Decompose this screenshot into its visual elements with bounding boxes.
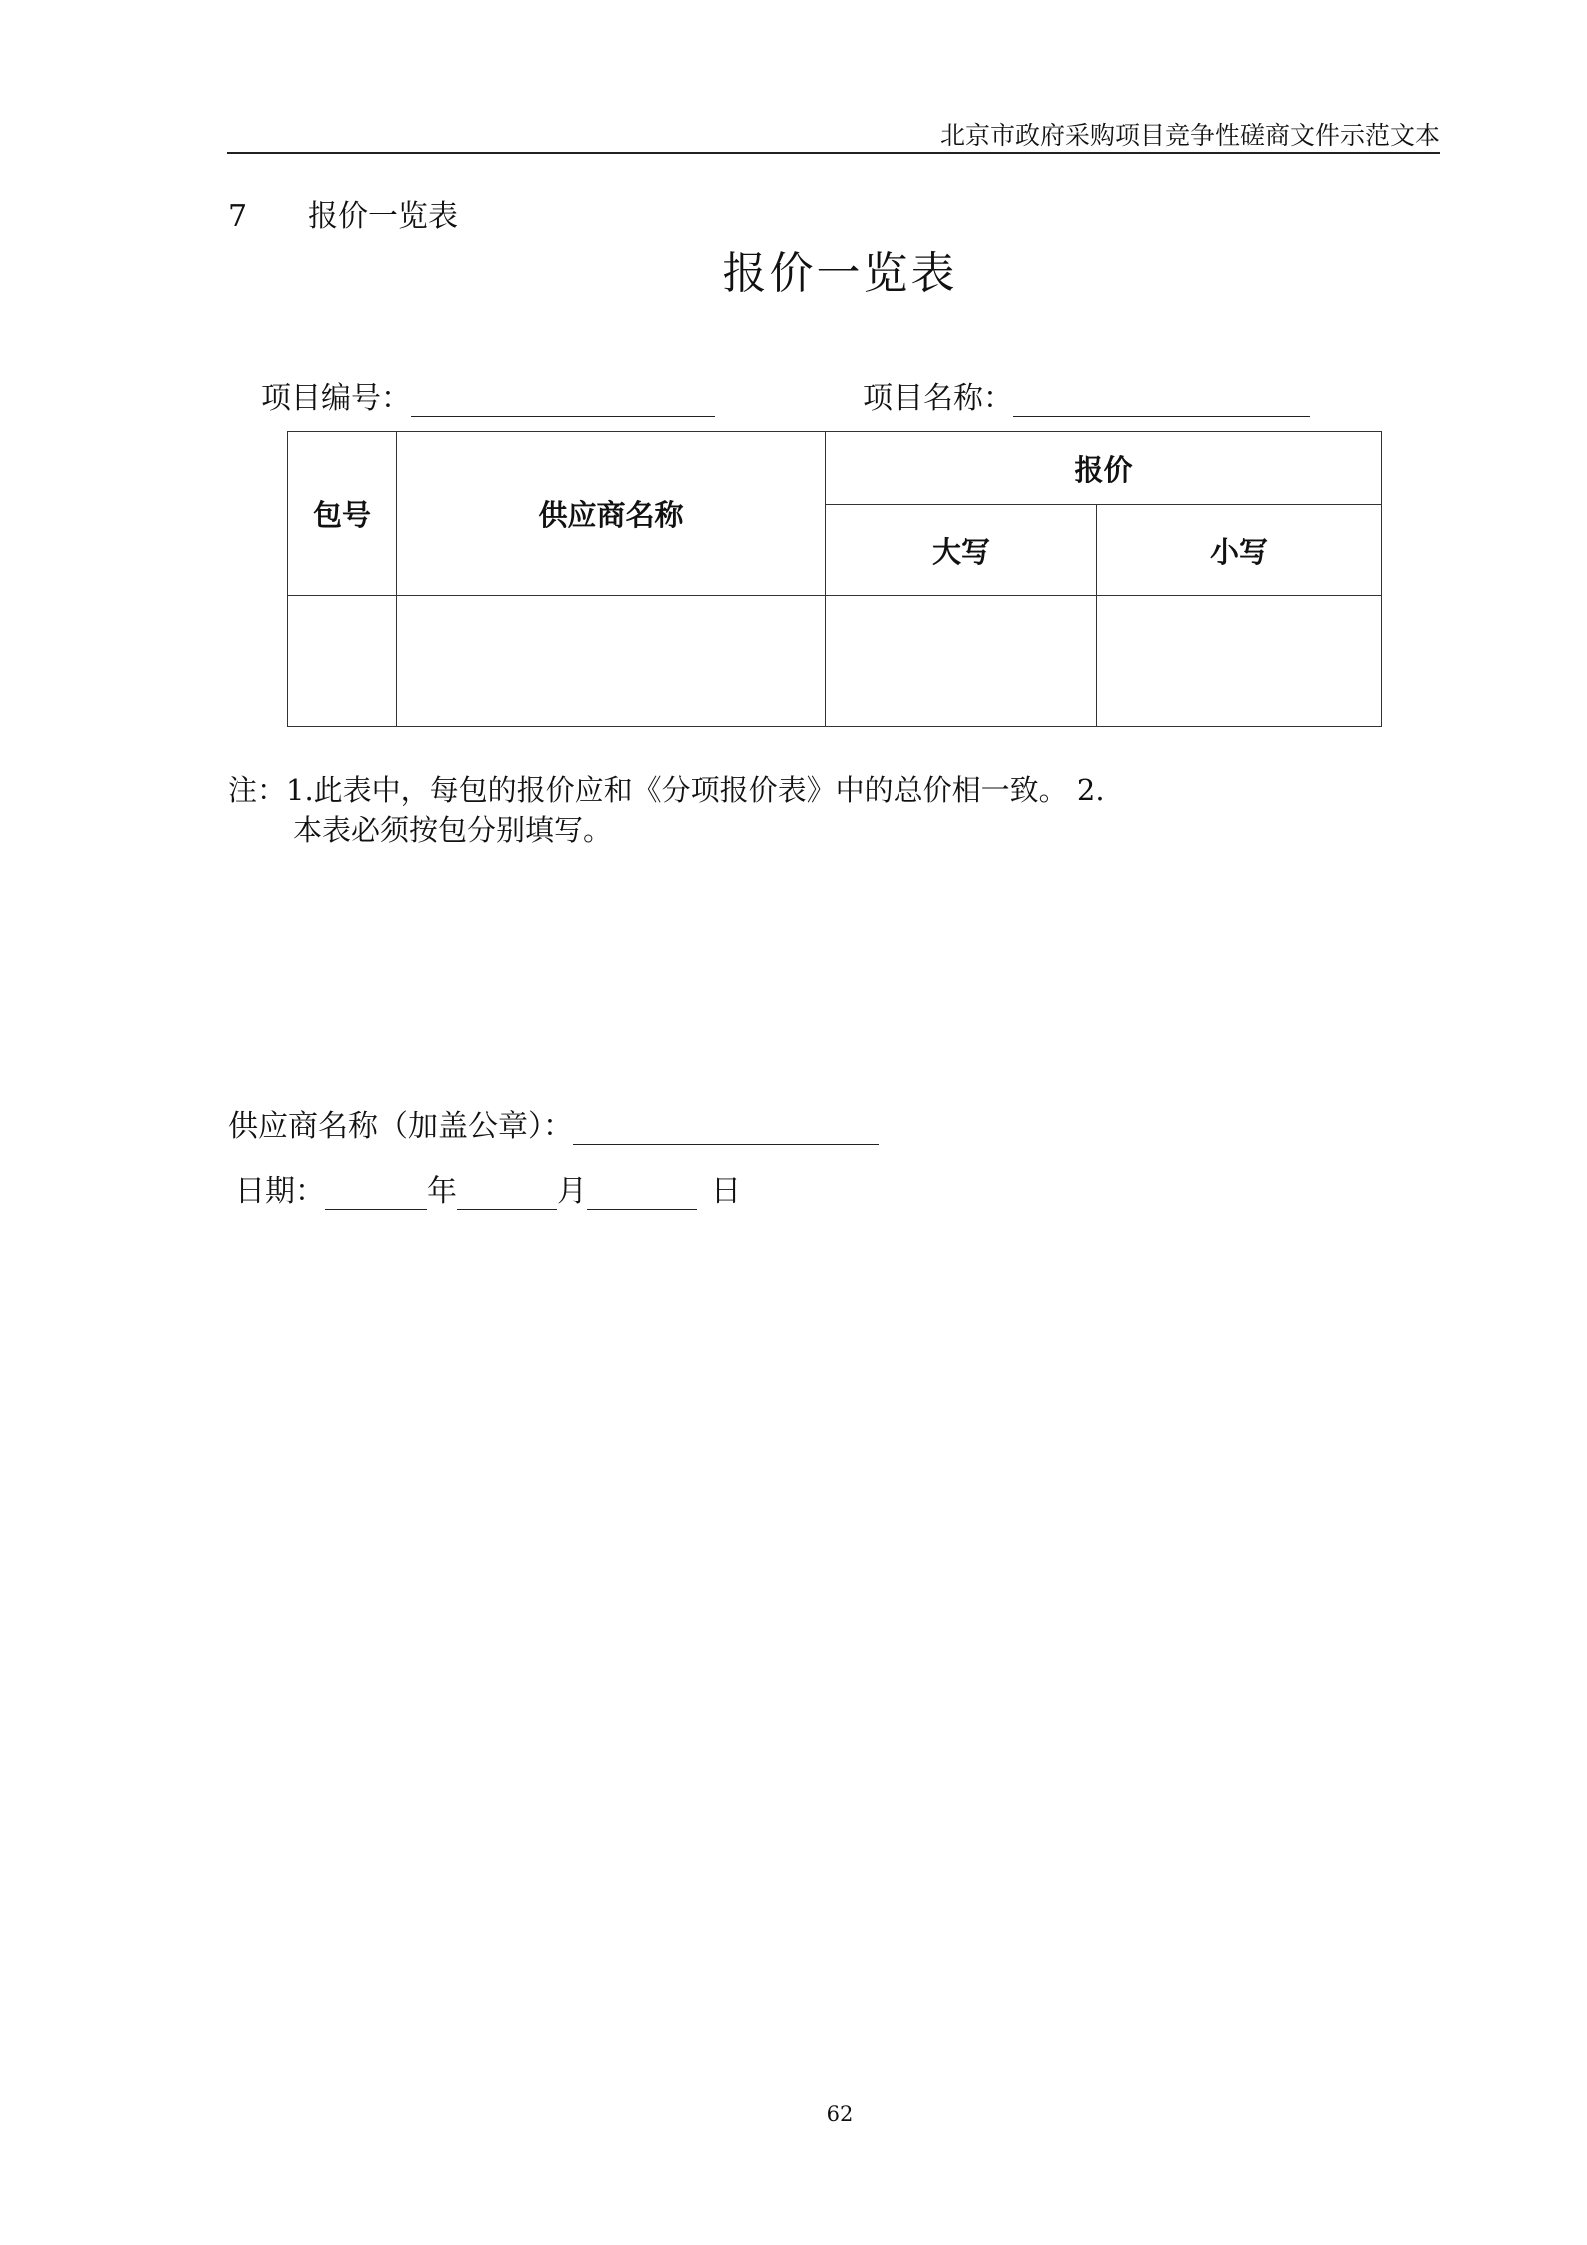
project-number-label: 项目编号： [261, 381, 411, 416]
month-label: 月 [557, 1174, 587, 1209]
quote-summary-table [287, 431, 1382, 727]
supplier-signature-blank[interactable] [573, 1110, 879, 1145]
month-blank[interactable] [457, 1175, 557, 1210]
package-number-header: 包号 [288, 432, 397, 596]
day-label: 日 [711, 1174, 741, 1209]
year-label: 年 [427, 1174, 457, 1209]
date-field [235, 1166, 741, 1210]
section-title: 报价一览表 [308, 199, 458, 234]
running-header: 北京市政府采购项目竞争性磋商文件示范文本 [939, 121, 1440, 150]
date-label: 日期： [235, 1174, 325, 1209]
section-number: 7 [228, 199, 248, 234]
quote-header: 报价 [826, 432, 1382, 505]
note-line-1: 注：1.此表中，每包的报价应和《分项报价表》中的总价相一致。 2. [228, 773, 1105, 807]
note-line-2: 本表必须按包分别填写。 [293, 813, 613, 847]
project-name-label: 项目名称： [863, 381, 1013, 416]
project-name-field [863, 373, 1310, 417]
lowercase-header: 小写 [1097, 505, 1382, 596]
supplier-name-cell[interactable] [397, 596, 826, 727]
day-blank[interactable] [587, 1175, 697, 1210]
section-heading [228, 191, 458, 235]
page-number: 62 [826, 2102, 854, 2126]
supplier-name-header: 供应商名称 [397, 432, 826, 596]
project-number-field [261, 373, 715, 417]
year-blank[interactable] [325, 1175, 427, 1210]
supplier-signature-field [228, 1101, 879, 1145]
project-name-blank[interactable] [1013, 382, 1310, 417]
uppercase-header: 大写 [826, 505, 1097, 596]
package-number-cell[interactable] [288, 596, 397, 727]
document-title: 报价一览表 [722, 248, 958, 299]
header-rule [227, 152, 1440, 154]
project-number-blank[interactable] [411, 382, 715, 417]
table-note [228, 770, 1105, 850]
supplier-signature-label: 供应商名称（加盖公章）： [228, 1109, 573, 1144]
header-row-1 [288, 432, 1382, 505]
uppercase-amount-cell[interactable] [826, 596, 1097, 727]
table-row [288, 596, 1382, 727]
lowercase-amount-cell[interactable] [1097, 596, 1382, 727]
